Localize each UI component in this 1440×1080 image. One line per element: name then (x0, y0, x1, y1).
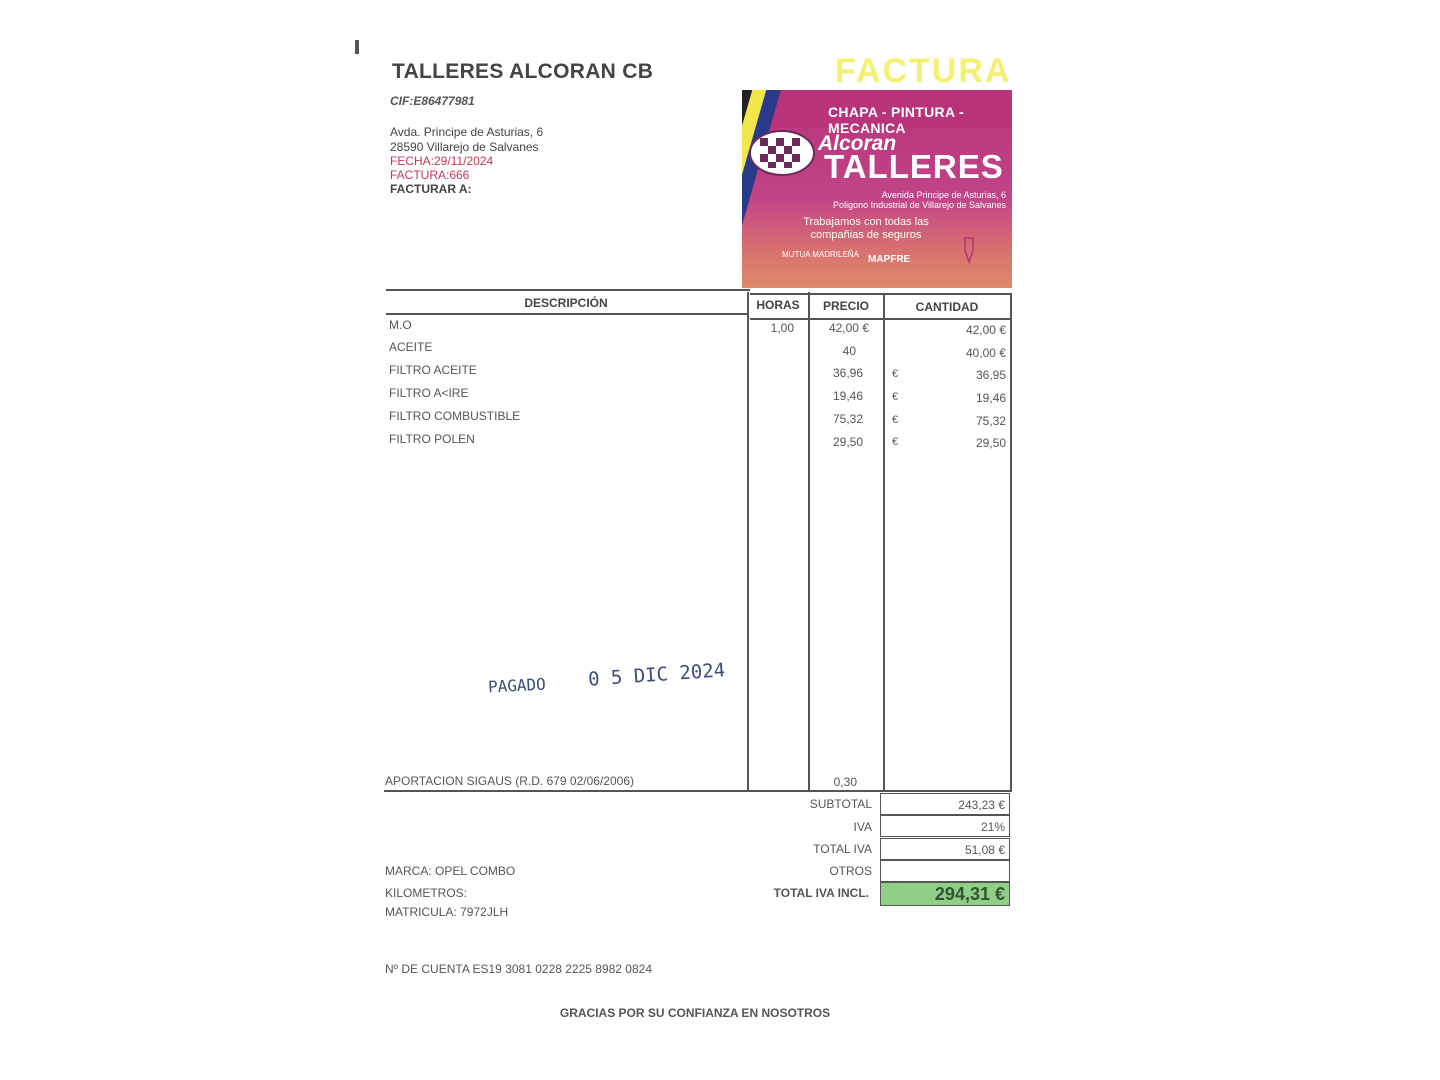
table-top-rule (386, 289, 750, 291)
tag-icon (962, 236, 976, 264)
company-cif: CIF:E86477981 (390, 94, 475, 108)
bill-to-label: FACTURAR A: (390, 182, 472, 196)
row-1-descripcion: M.O (389, 318, 412, 332)
row-5-descripcion: FILTRO COMBUSTIBLE (389, 409, 521, 423)
col-divider-right (1010, 294, 1012, 792)
vehicle-km: KILOMETROS: (385, 886, 468, 900)
col-divider-horas (747, 292, 749, 792)
row-6-euro: € (892, 436, 899, 448)
subtotal-label: SUBTOTAL (809, 797, 872, 811)
col-divider-cantidad (883, 294, 885, 792)
vehicle-brand: MARCA: OPEL COMBO (385, 864, 516, 878)
row-4-euro: € (892, 391, 899, 403)
table-bottom-rule (384, 790, 1010, 792)
thank-you-note: GRACIAS POR SU CONFIANZA EN NOSOTROS (559, 1006, 831, 1020)
address-line-1: Avda. Principe de Asturias, 6 (390, 125, 544, 139)
row-4-descripcion: FILTRO A<IRE (389, 386, 469, 400)
row-6-cantidad: 29,50 (975, 436, 1006, 450)
row-2-descripcion: ACEITE (389, 340, 433, 354)
checkered-flag-icon (748, 128, 816, 178)
header-horas: HORAS (756, 298, 800, 312)
header-precio: PRECIO (822, 299, 869, 313)
paid-stamp: PAGADO (487, 674, 547, 697)
row-3-precio: 36,96 (832, 366, 863, 380)
table-header-rule-right (750, 318, 1012, 320)
sigaus-value: 0,30 (833, 775, 857, 789)
subtotal-value: 243,23 € (880, 793, 1010, 815)
grand-total-label: TOTAL IVA INCL. (773, 886, 869, 900)
row-4-cantidad: 19,46 (975, 391, 1006, 405)
total-iva-label: TOTAL IVA (813, 842, 872, 856)
iva-label: IVA (853, 820, 872, 834)
otros-value (880, 860, 1010, 882)
invoice-number: FACTURA:666 (390, 168, 470, 182)
card-brand-name: TALLERES (824, 148, 1004, 185)
row-1-precio: 42,00 € (828, 321, 869, 335)
header-cantidad: CANTIDAD (915, 300, 979, 314)
address-line-2: 28590 Villarejo de Salvanes (390, 140, 539, 154)
paid-stamp-date: 0 5 DIC 2024 (587, 659, 726, 691)
card-address-2: Poligono Industrial de Villarejo de Salvanes (833, 200, 1006, 210)
vehicle-plate: MATRICULA: 7972JLH (385, 905, 509, 919)
row-5-precio: 75,32 (832, 412, 863, 426)
row-2-cantidad: 40,00 € (965, 346, 1006, 360)
row-5-euro: € (892, 414, 899, 426)
card-address-1: Avenida Principe de Asturias, 6 (881, 190, 1006, 200)
sigaus-label: APORTACION SIGAUS (R.D. 679 02/06/2006) (385, 774, 634, 788)
grand-total-value: 294,31 € (880, 882, 1010, 906)
invoice-table (384, 288, 1014, 794)
col-divider-precio (808, 292, 810, 792)
row-1-horas: 1,00 (770, 321, 794, 335)
card-insurer-1: MUTUA MADRILEÑA (782, 250, 859, 259)
row-3-euro: € (892, 368, 899, 380)
total-iva-value: 51,08 € (880, 838, 1010, 860)
company-name: TALLERES ALCORAN CB (392, 60, 654, 83)
card-brand-script: Alcoran (818, 132, 897, 155)
row-2-precio: 40 (842, 344, 856, 358)
row-3-cantidad: 36,95 (975, 368, 1006, 382)
row-6-precio: 29,50 (832, 435, 863, 449)
table-top-rule-right (750, 293, 1012, 295)
row-1-cantidad: 42,00 € (965, 323, 1006, 337)
card-insurer-2: MAPFRE (868, 254, 911, 265)
table-header-rule (386, 313, 748, 315)
iva-value: 21% (880, 815, 1010, 837)
card-slogan: Trabajamos con todas las compañias de seguros (803, 216, 929, 241)
bank-account: Nº DE CUENTA ES19 3081 0228 2225 8982 0824 (385, 962, 653, 976)
header-descripcion: DESCRIPCIÓN (524, 296, 608, 310)
row-3-descripcion: FILTRO ACEITE (389, 363, 477, 377)
document-title: FACTURA (835, 52, 1012, 90)
otros-label: OTROS (829, 864, 872, 878)
row-6-descripcion: FILTRO POLEN (389, 432, 475, 446)
row-5-cantidad: 75,32 (975, 414, 1006, 428)
scan-artifact (355, 40, 359, 54)
invoice-date: FECHA:29/11/2024 (390, 154, 494, 168)
card-tagline: CHAPA - PINTURA - MECANICA (828, 104, 965, 136)
row-4-precio: 19,46 (832, 389, 863, 403)
